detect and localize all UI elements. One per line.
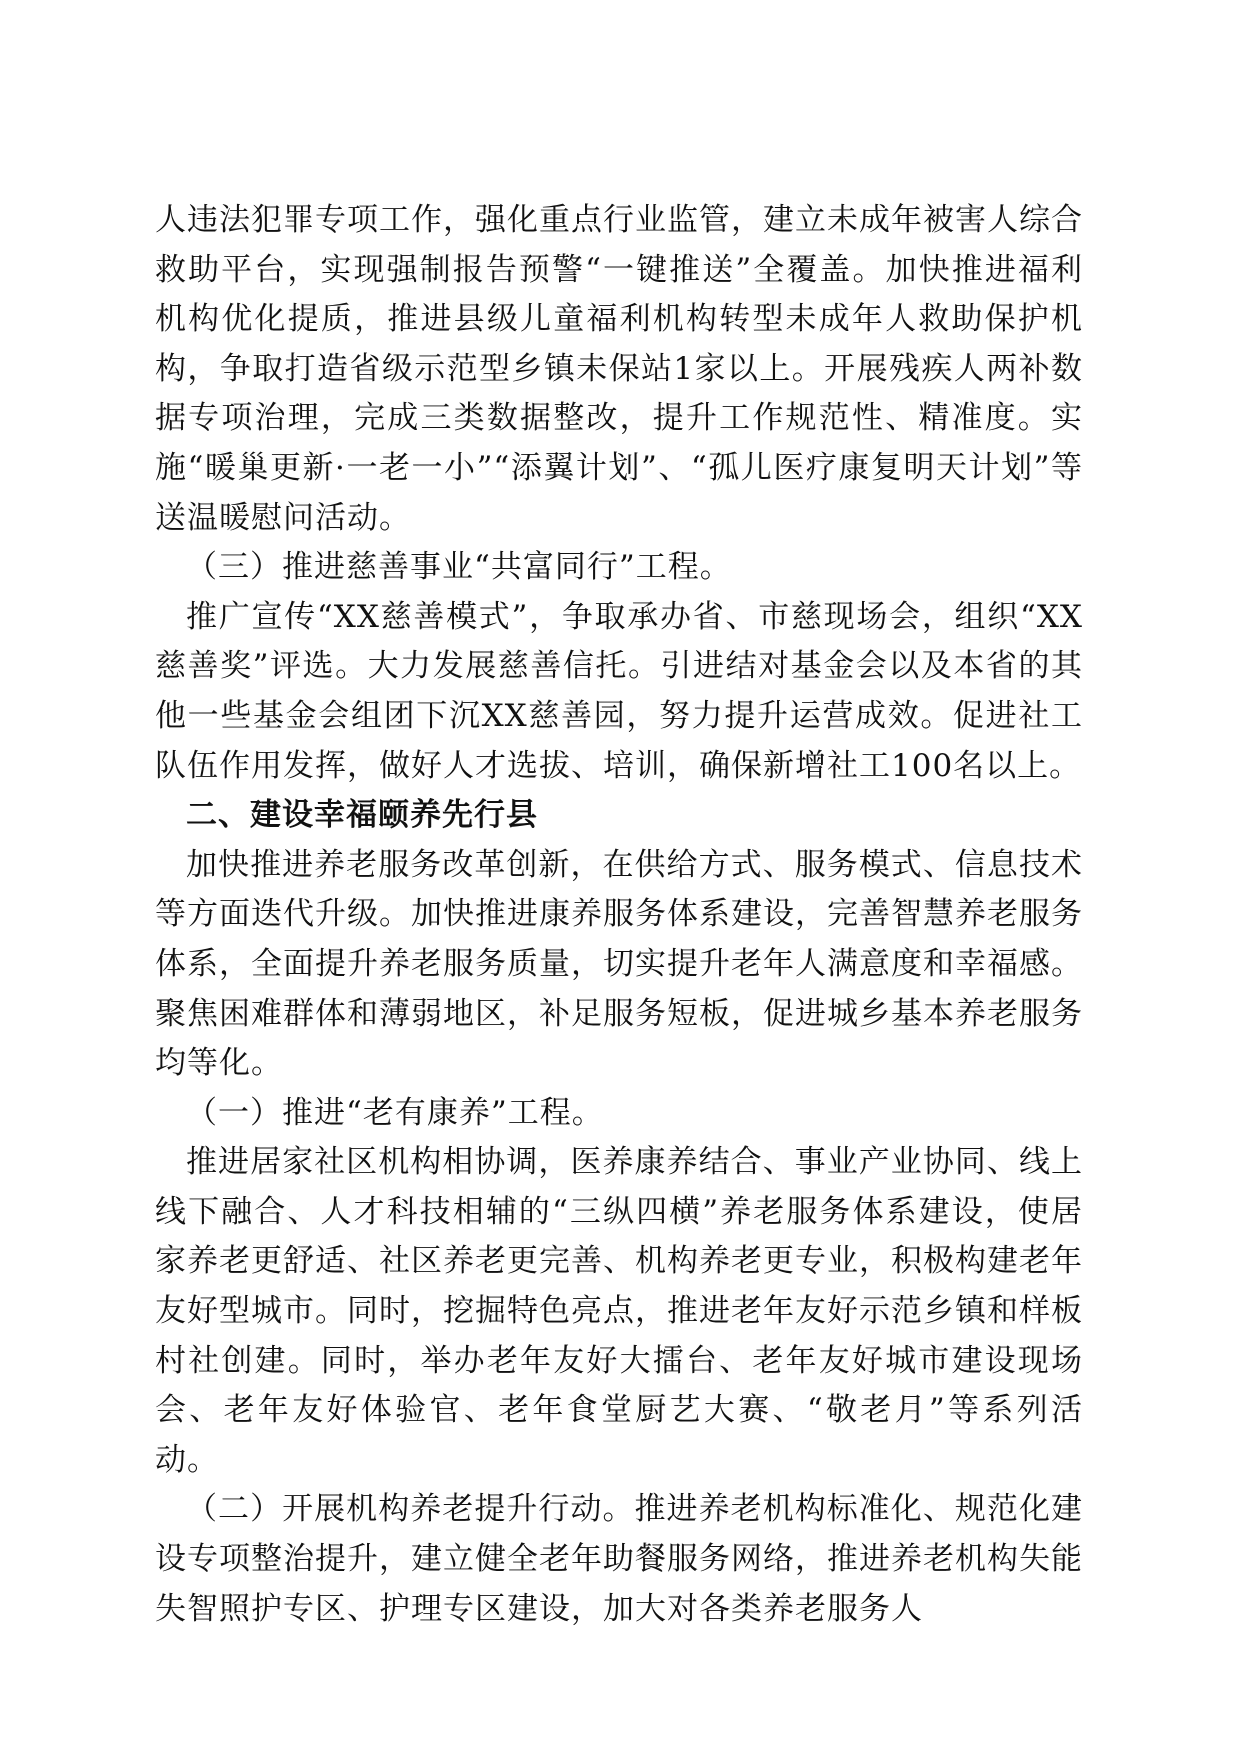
paragraph-elderly-health: 推进居家社区机构相协调，医养康养结合、事业产业协同、线上线下融合、人才科技相辅的“三纵四横”养老服务体系建设，使居家养老更舒适、社区养老更完善、机构养老更专业，积极构建老年友好型城市。同时，挖掘特色亮点，推进老年友好示范乡镇和样板村社创建。同时，举办老年友好大擂台、老年友好城市建设现场会、老年友好体验官、老年食堂厨艺大赛、“敬老月”等系列活动。 [155,1144,1083,1478]
paragraph-institution-care: （二）开展机构养老提升行动。推进养老机构标准化、规范化建设专项整治提升，建立健全老年助餐服务网络，推进养老机构失能失智照护专区、护理专区建设，加大对各类养老服务人 [155,1491,1083,1627]
paragraph-elderly-care-intro: 加快推进养老服务改革创新，在供给方式、服务模式、信息技术等方面迭代升级。加快推进康养服务体系建设，完善智慧养老服务体系，全面提升养老服务质量，切实提升老年人满意度和幸福感。聚焦困难群体和薄弱地区，补足服务短板，促进城乡基本养老服务均等化。 [155,846,1083,1082]
paragraph-charity: 推广宣传“XX慈善模式”，争取承办省、市慈现场会，组织“XX慈善奖”评选。大力发展慈善信托。引进结对基金会以及本省的其他一些基金会组团下沉XX慈善园，努力提升运营成效。促进社工队伍作用发挥，做好人才选拔、培训，确保新增社工100名以上。 [155,598,1083,784]
paragraph-continuation: 人违法犯罪专项工作，强化重点行业监管，建立未成年被害人综合救助平台，实现强制报告预警“一键推送”全覆盖。加快推进福利机构优化提质，推进县级儿童福利机构转型未成年人救助保护机构，争取打造省级示范型乡镇未保站1家以上。开展残疾人两补数据专项治理，完成三类数据整改，提升工作规范性、精准度。实施“暖巢更新·一老一小”“添翼计划”、“孤儿医疗康复明天计划”等送温暖慰问活动。 [155,202,1083,536]
subheading-elderly-health-project: （一）推进“老有康养”工程。 [186,1094,604,1131]
document-body [155,196,1083,1634]
section-heading-elderly-care: 二、建设幸福颐养先行县 [186,797,538,834]
subheading-charity-project: （三）推进慈善事业“共富同行”工程。 [186,549,732,586]
